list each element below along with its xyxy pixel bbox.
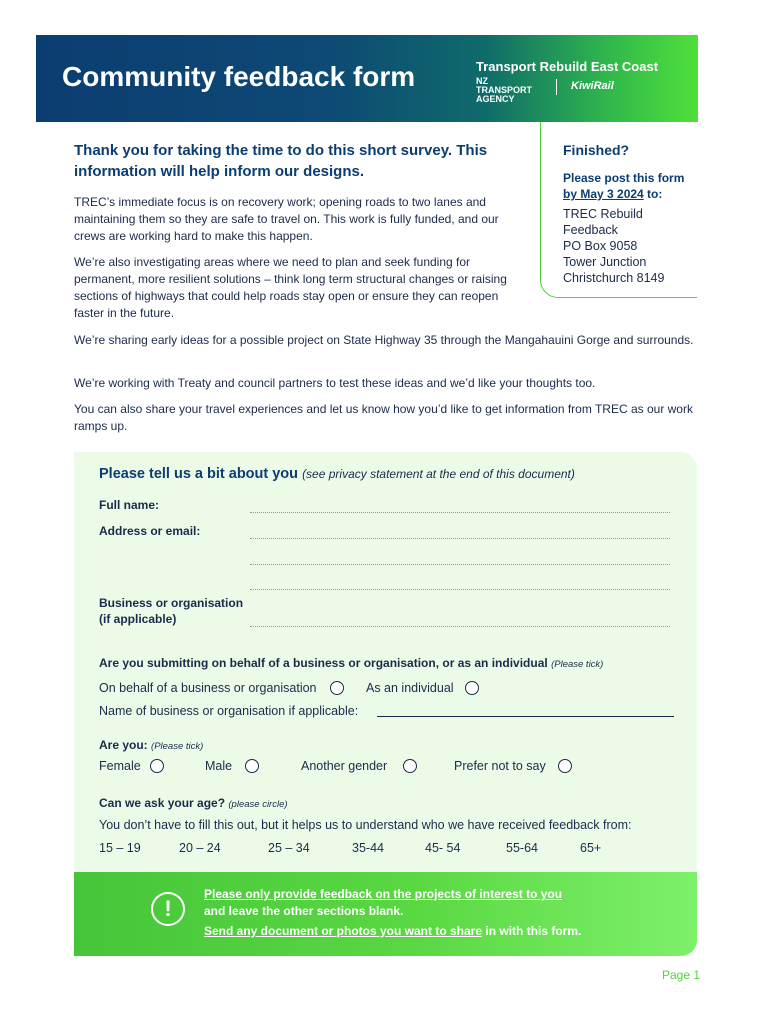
exclamation-icon: ! [151, 892, 185, 926]
page-title: Community feedback form [62, 61, 416, 92]
gender-question-text: Are you: [99, 738, 148, 752]
business-label-line-1: Business or organisation [99, 596, 244, 610]
page-number: Page 1 [662, 968, 701, 982]
age-question [99, 795, 288, 813]
behalf-individual-checkbox[interactable] [465, 681, 479, 695]
finished-box [540, 122, 697, 298]
postal-address [563, 206, 697, 286]
partner-logos [476, 76, 666, 104]
behalf-option-individual: As an individual [366, 681, 454, 695]
gender-note: (Please tick) [151, 741, 204, 752]
notice-line-3: in with this form. [482, 924, 582, 938]
finished-title: Finished? [563, 142, 630, 158]
form-title-text: Please tell us a bit about you [99, 466, 299, 482]
nzta-logo: NZ TRANSPORT AGENCY [476, 76, 532, 104]
intro-paragraph-4: We’re working with Treaty and council partners to test these ideas and we’d like your thoughts too. [74, 376, 596, 390]
about-you-form [74, 452, 697, 872]
address-line: Tower Junction [563, 255, 647, 269]
address-label: Address or email: [99, 524, 201, 538]
address-line: Christchurch 8149 [563, 271, 665, 285]
address-field-line-1[interactable] [250, 538, 670, 539]
gender-prefer-not-checkbox[interactable] [558, 759, 572, 773]
business-field[interactable] [250, 626, 670, 627]
notice-banner [74, 872, 697, 956]
notice-line-2: and leave the other sections blank. [204, 904, 404, 918]
gender-male-checkbox[interactable] [245, 759, 259, 773]
age-option[interactable]: 35-44 [352, 841, 384, 855]
notice-send [204, 924, 581, 938]
post-instruction [563, 170, 697, 202]
address-field-line-3[interactable] [250, 589, 670, 590]
behalf-question-text: Are you submitting on behalf of a business or organisation, or as an individual [99, 656, 548, 670]
business-name-field[interactable] [377, 716, 674, 717]
gender-female-checkbox[interactable] [150, 759, 164, 773]
business-label [99, 595, 243, 627]
age-option[interactable]: 45- 54 [425, 841, 461, 855]
age-question-text: Can we ask your age? [99, 796, 226, 810]
business-label-line-2: (if applicable) [99, 612, 177, 626]
send-documents-link[interactable]: Send any document or photos you want to share [204, 924, 483, 938]
behalf-business-checkbox[interactable] [330, 681, 344, 695]
business-name-label: Name of business or organisation if applicable: [99, 704, 359, 718]
notice-line-1: Please only provide feedback on the projects of interest to you [204, 887, 563, 901]
address-field-line-2[interactable] [250, 564, 670, 565]
gender-another-checkbox[interactable] [403, 759, 417, 773]
address-line: Feedback [563, 223, 618, 237]
intro-paragraph-3: We’re sharing early ideas for a possible project on State Highway 35 through the Mangahauini Gorge and surrounds. [74, 333, 694, 347]
age-help-text: You don’t have to fill this out, but it helps us to understand who we have received feedback from: [99, 818, 632, 832]
age-option[interactable]: 15 – 19 [99, 841, 141, 855]
behalf-option-business: On behalf of a business or organisation [99, 681, 317, 695]
intro-section [74, 140, 534, 322]
kiwirail-logo: KiwiRail [571, 80, 614, 92]
intro-paragraph-1: TREC’s immediate focus is on recovery work; opening roads to two lanes and maintaining them so they are safe to travel on. This work is fully funded, and our crews are working hard to make this happen. [74, 195, 499, 243]
post-line: Please post this form [563, 171, 685, 185]
notice-text [204, 886, 562, 920]
post-date: by May 3 2024 [563, 187, 644, 201]
gender-question [99, 737, 203, 755]
header-banner [36, 35, 698, 122]
post-to: to: [643, 187, 663, 201]
gender-option-prefer-not: Prefer not to say [454, 759, 546, 773]
age-option[interactable]: 25 – 34 [268, 841, 310, 855]
form-title [99, 466, 575, 482]
behalf-question [99, 655, 603, 673]
intro-paragraph-2: We’re also investigating areas where we need to plan and seek funding for permanent, more resilient solutions – think long term structural changes or raising sections of highways that could help roads stay open or ensure they can reopen faster in the future. [74, 255, 507, 320]
intro-paragraph-5: You can also share your travel experiences and let us know how you’d like to get information from TREC as our work ramps up. [74, 402, 693, 433]
address-line: TREC Rebuild [563, 207, 643, 221]
age-option[interactable]: 55-64 [506, 841, 538, 855]
full-name-label: Full name: [99, 498, 160, 512]
brand-name: Transport Rebuild East Coast [476, 59, 659, 74]
full-name-field[interactable] [250, 512, 670, 513]
gender-option-another: Another gender [301, 759, 388, 773]
gender-option-male: Male [205, 759, 233, 773]
address-line: PO Box 9058 [563, 239, 638, 253]
age-option[interactable]: 65+ [580, 841, 602, 855]
gender-option-female: Female [99, 759, 141, 773]
age-option[interactable]: 20 – 24 [179, 841, 221, 855]
behalf-note: (Please tick) [551, 659, 604, 670]
age-note: (please circle) [228, 799, 288, 810]
logo-divider [556, 79, 557, 95]
intro-heading: Thank you for taking the time to do this short survey. This information will help inform our designs. [74, 142, 488, 180]
form-title-note: (see privacy statement at the end of this document) [302, 467, 575, 481]
